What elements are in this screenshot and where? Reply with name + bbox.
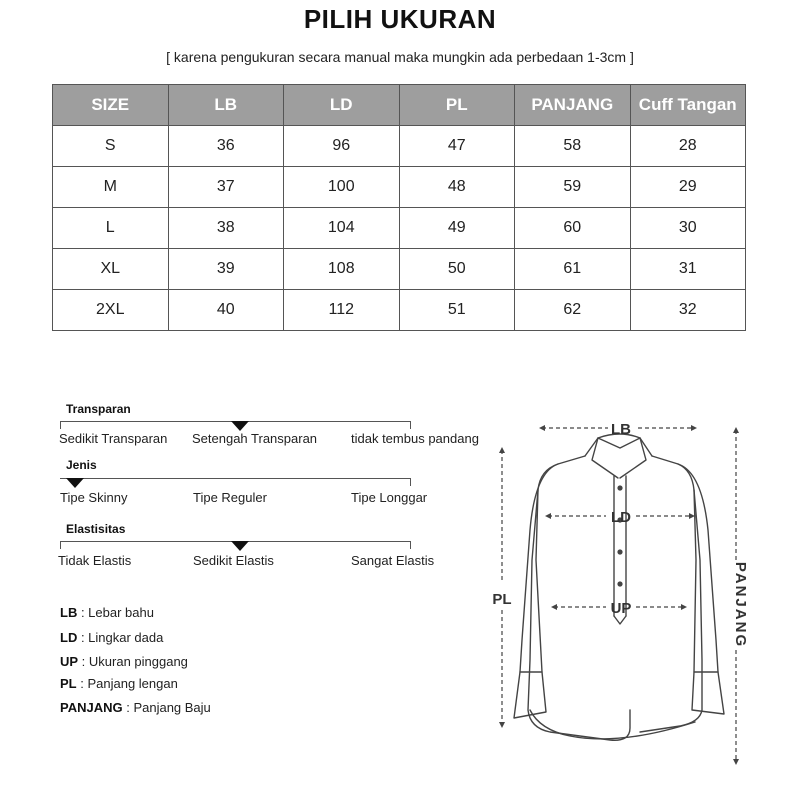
shirt-buttons (617, 485, 622, 586)
header-pl: PL (399, 85, 515, 126)
diagram-label-up: UP (610, 600, 632, 617)
table-cell: 32 (630, 290, 746, 331)
table-row (53, 290, 746, 331)
jenis-option-longgar: Tipe Longgar (351, 490, 428, 505)
header-size: SIZE (53, 85, 169, 126)
table-cell: 29 (630, 167, 746, 208)
transparan-tick-right (410, 421, 411, 429)
table-cell: 36 (168, 126, 284, 167)
jenis-scale-line (60, 478, 410, 479)
elastisitas-option-high: Sangat Elastis (351, 553, 435, 568)
legend-item-panjang: PANJANG : Panjang Baju (60, 700, 211, 715)
table-cell: 59 (515, 167, 631, 208)
table-cell: S (53, 126, 169, 167)
table-cell: 49 (399, 208, 515, 249)
table-cell: 51 (399, 290, 515, 331)
header-ld: LD (284, 85, 400, 126)
elastisitas-tick-right (410, 541, 411, 549)
table-row (53, 208, 746, 249)
transparan-option-mid: Setengah Transparan (192, 431, 318, 446)
diagram-label-panjang: PANJANG (732, 561, 749, 649)
legend-item-up: UP : Ukuran pinggang (60, 654, 188, 669)
diagram-label-pl: PL (492, 591, 512, 608)
transparan-title: Transparan (66, 402, 131, 416)
table-cell: 47 (399, 126, 515, 167)
header-panjang: PANJANG (515, 85, 631, 126)
table-cell: 60 (515, 208, 631, 249)
jenis-option-skinny: Tipe Skinny (60, 490, 128, 505)
table-cell: 39 (168, 249, 284, 290)
table-row (53, 167, 746, 208)
table-cell: 30 (630, 208, 746, 249)
transparan-selected-marker (231, 421, 249, 431)
table-row (53, 249, 746, 290)
jenis-selected-marker (66, 478, 84, 488)
legend-item-ld: LD : Lingkar dada (60, 630, 164, 645)
shirt-diagram (480, 410, 770, 785)
shirt-outline (514, 434, 724, 740)
elastisitas-tick-left (60, 541, 61, 549)
size-chart-table (52, 84, 746, 331)
table-cell: M (53, 167, 169, 208)
table-cell: 108 (284, 249, 400, 290)
table-cell: 100 (284, 167, 400, 208)
elastisitas-option-low: Tidak Elastis (58, 553, 132, 568)
table-cell: 58 (515, 126, 631, 167)
table-row (53, 126, 746, 167)
page-title: PILIH UKURAN (303, 4, 497, 34)
elastisitas-option-mid: Sedikit Elastis (193, 553, 274, 568)
table-cell: 40 (168, 290, 284, 331)
table-cell: L (53, 208, 169, 249)
elastisitas-selected-marker (231, 541, 249, 551)
table-cell: 31 (630, 249, 746, 290)
table-cell: 28 (630, 126, 746, 167)
transparan-option-low: Sedikit Transparan (59, 431, 168, 446)
measurement-note: [ karena pengukuran secara manual maka mungkin ada perbedaan 1-3cm ] (166, 49, 634, 65)
table-cell: 50 (399, 249, 515, 290)
table-cell: 61 (515, 249, 631, 290)
table-cell: 112 (284, 290, 400, 331)
table-cell: 62 (515, 290, 631, 331)
transparan-tick-left (60, 421, 61, 429)
table-cell: 37 (168, 167, 284, 208)
table-cell: 96 (284, 126, 400, 167)
table-cell: 104 (284, 208, 400, 249)
legend-item-pl: PL : Panjang lengan (60, 676, 178, 691)
diagram-label-lb: LB (611, 421, 631, 438)
table-cell: 2XL (53, 290, 169, 331)
jenis-option-reguler: Tipe Reguler (193, 490, 267, 505)
elastisitas-title: Elastisitas (66, 522, 126, 536)
table-cell: 48 (399, 167, 515, 208)
legend-item-lb: LB : Lebar bahu (60, 605, 154, 620)
jenis-tick-right (410, 478, 411, 486)
table-cell: XL (53, 249, 169, 290)
diagram-label-ld: LD (611, 509, 631, 526)
header-lb: LB (168, 85, 284, 126)
table-header-row (53, 85, 746, 126)
transparan-option-high: tidak tembus pandang (351, 431, 479, 446)
jenis-title: Jenis (66, 458, 97, 472)
header-cuff-tangan: Cuff Tangan (630, 85, 746, 126)
table-cell: 38 (168, 208, 284, 249)
